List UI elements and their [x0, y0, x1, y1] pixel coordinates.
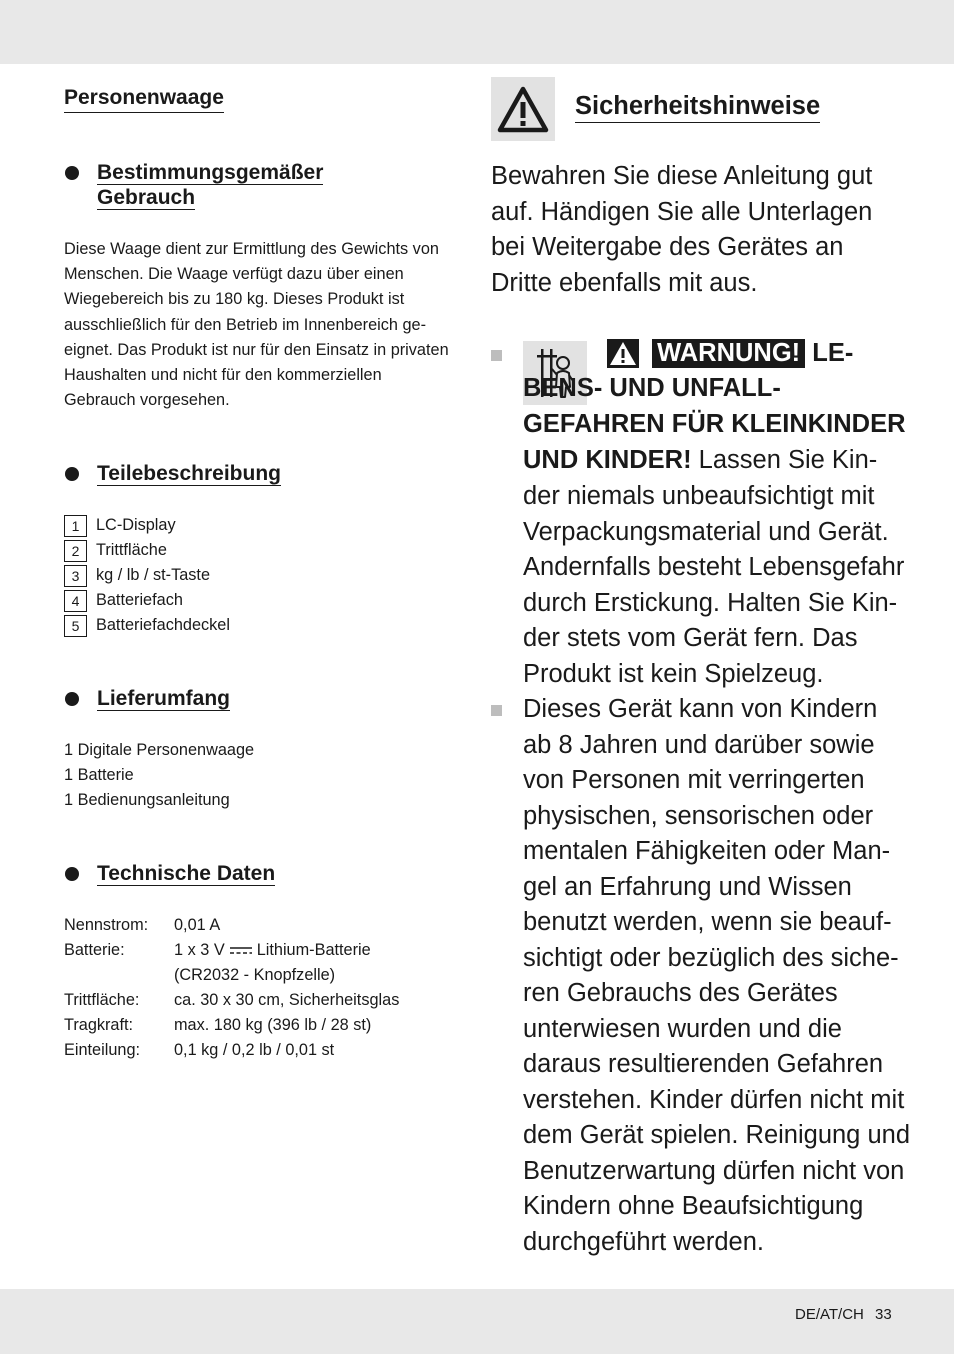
text-line: Verpackungsmaterial und Gerät. [523, 517, 889, 546]
part-label: Trittfläche [96, 541, 167, 559]
use-heading: Bestimmungsgemäßer Gebrauch [97, 161, 324, 209]
part-number: 5 [64, 615, 87, 637]
text-line: Gebrauch vorgesehen. [64, 391, 230, 410]
tech-row [64, 938, 464, 963]
text-line: Produkt ist kein Spielzeug. [523, 659, 824, 688]
text-line: physischen, sensorischen oder [523, 801, 874, 830]
tech-value: 0,1 kg / 0,2 lb / 0,01 st [174, 1041, 335, 1059]
warning-text [523, 479, 904, 692]
children-usage-text [523, 692, 910, 1260]
warning-line-4: UND KINDER! Lassen Sie Kin- [523, 446, 878, 474]
text-line: der niemals unbeaufsichtigt mit [523, 482, 875, 510]
warning-triangle-icon [607, 339, 639, 368]
text-line: Kindern ohne Beaufsichtigung [523, 1192, 864, 1220]
tech-heading: Technische Daten [97, 862, 276, 885]
part-number: 1 [64, 515, 87, 537]
safety-title: Sicherheitshinweise [575, 90, 820, 123]
use-description [64, 237, 474, 413]
text-line: Benutzerwartung dürfen nicht von [523, 1156, 905, 1185]
scope-list [64, 738, 254, 814]
warning-icon [491, 77, 555, 141]
text-line: eignet. Das Produkt ist nur für den Einsatz in privaten [64, 340, 449, 359]
tech-value: 0,01 A [174, 916, 221, 934]
text-line: auf. Händigen Sie alle Unterlagen [491, 197, 873, 226]
text-line: verstehen. Kinder dürfen nicht mit [523, 1085, 905, 1114]
scope-heading: Lieferumfang [97, 687, 231, 710]
warning-bold-text: LE- [812, 339, 854, 367]
text-line: Dieses Gerät kann von Kindern [523, 695, 878, 723]
bullet-dot [65, 692, 79, 706]
warning-badge: WARNUNG! [652, 339, 805, 368]
part-label: kg / lb / st-Taste [96, 566, 211, 584]
text-line: daraus resultierenden Gefahren [523, 1050, 884, 1078]
footer-region: DE/AT/CH [795, 1306, 864, 1323]
scope-item: 1 Batterie [64, 766, 134, 785]
text-line: dem Gerät spielen. Reinigung und [523, 1121, 910, 1149]
part-item [64, 513, 176, 538]
part-item [64, 538, 167, 563]
text-line: benutzt werden, wenn sie beauf- [523, 908, 892, 936]
part-item [64, 613, 230, 638]
text-line: sichtigt oder bezüglich des siche- [523, 943, 899, 972]
tech-label: Batterie: [64, 941, 125, 959]
tech-value: max. 180 kg (396 lb / 28 st) [174, 1016, 372, 1034]
text-line: Wiegebereich bis zu 180 kg. Dieses Produkt ist [64, 290, 405, 309]
text-line: von Personen mit verringerten [523, 766, 865, 794]
part-label: Batteriefach [96, 591, 183, 609]
part-number: 2 [64, 540, 87, 562]
part-item [64, 588, 183, 613]
bullet-square [491, 705, 502, 716]
tech-row [64, 963, 464, 988]
bullet-dot [65, 166, 79, 180]
safety-intro [491, 159, 872, 301]
text-line: ausschließlich für den Betrieb im Innenbereich ge- [64, 315, 426, 334]
tech-row [64, 1038, 464, 1063]
tech-row [64, 988, 464, 1013]
tech-value: (CR2032 - Knopfzelle) [174, 966, 336, 984]
text-line: ren Gebrauchs des Gerätes [523, 979, 838, 1007]
text-line: durch Erstickung. Halten Sie Kin- [523, 588, 898, 617]
warning-line-1 [607, 336, 853, 372]
text-line: unterwiesen wurden und die [523, 1014, 842, 1043]
top-band [0, 0, 954, 64]
warning-line-2: BENS- UND UNFALL- [523, 374, 781, 402]
text-line: Haushalten und nicht für den kommerziellen [64, 366, 382, 385]
tech-value: 1 x 3 V Lithium-Batterie [174, 938, 371, 963]
text-line: gel an Erfahrung und Wissen [523, 872, 852, 901]
tech-label: Einteilung: [64, 1041, 141, 1059]
page-number: 33 [875, 1306, 892, 1323]
tech-label: Nennstrom: [64, 916, 149, 934]
tech-value: ca. 30 x 30 cm, Sicherheitsglas [174, 991, 400, 1009]
tech-row [64, 1013, 464, 1038]
text-line: Menschen. Die Waage verfügt dazu über einen [64, 265, 404, 284]
text-line: Dritte ebenfalls mit aus. [491, 268, 758, 297]
text-line: Bewahren Sie diese Anleitung gut [491, 162, 873, 190]
part-item [64, 563, 210, 588]
tech-label: Trittfläche: [64, 991, 140, 1009]
scope-item: 1 Digitale Personenwaage [64, 741, 255, 759]
tech-row [64, 913, 464, 938]
parts-heading: Teilebeschreibung [97, 462, 281, 485]
product-title: Personenwaage [64, 85, 224, 113]
text-line: durchgeführt werden. [523, 1227, 764, 1256]
bullet-square [491, 350, 502, 361]
text-line: der stets vom Gerät fern. Das [523, 624, 858, 652]
part-label: Batteriefachdeckel [96, 616, 230, 634]
scope-item: 1 Bedienungsanleitung [64, 791, 230, 810]
part-number: 3 [64, 565, 87, 587]
bullet-dot [65, 867, 79, 881]
bullet-dot [65, 467, 79, 481]
tech-label: Tragkraft: [64, 1016, 134, 1034]
text-line: ab 8 Jahren und darüber sowie [523, 730, 875, 759]
text-line: Diese Waage dient zur Ermittlung des Gewichts von [64, 240, 439, 258]
warning-line-3: GEFAHREN FÜR KLEINKINDER [523, 410, 906, 438]
part-label: LC-Display [96, 516, 176, 534]
text-line: mentalen Fähigkeiten oder Man- [523, 837, 891, 865]
text-line: bei Weitergabe des Gerätes an [491, 233, 844, 261]
part-number: 4 [64, 590, 87, 612]
text-line: Andernfalls besteht Lebensgefahr [523, 553, 905, 581]
dc-symbol-icon [230, 938, 252, 963]
